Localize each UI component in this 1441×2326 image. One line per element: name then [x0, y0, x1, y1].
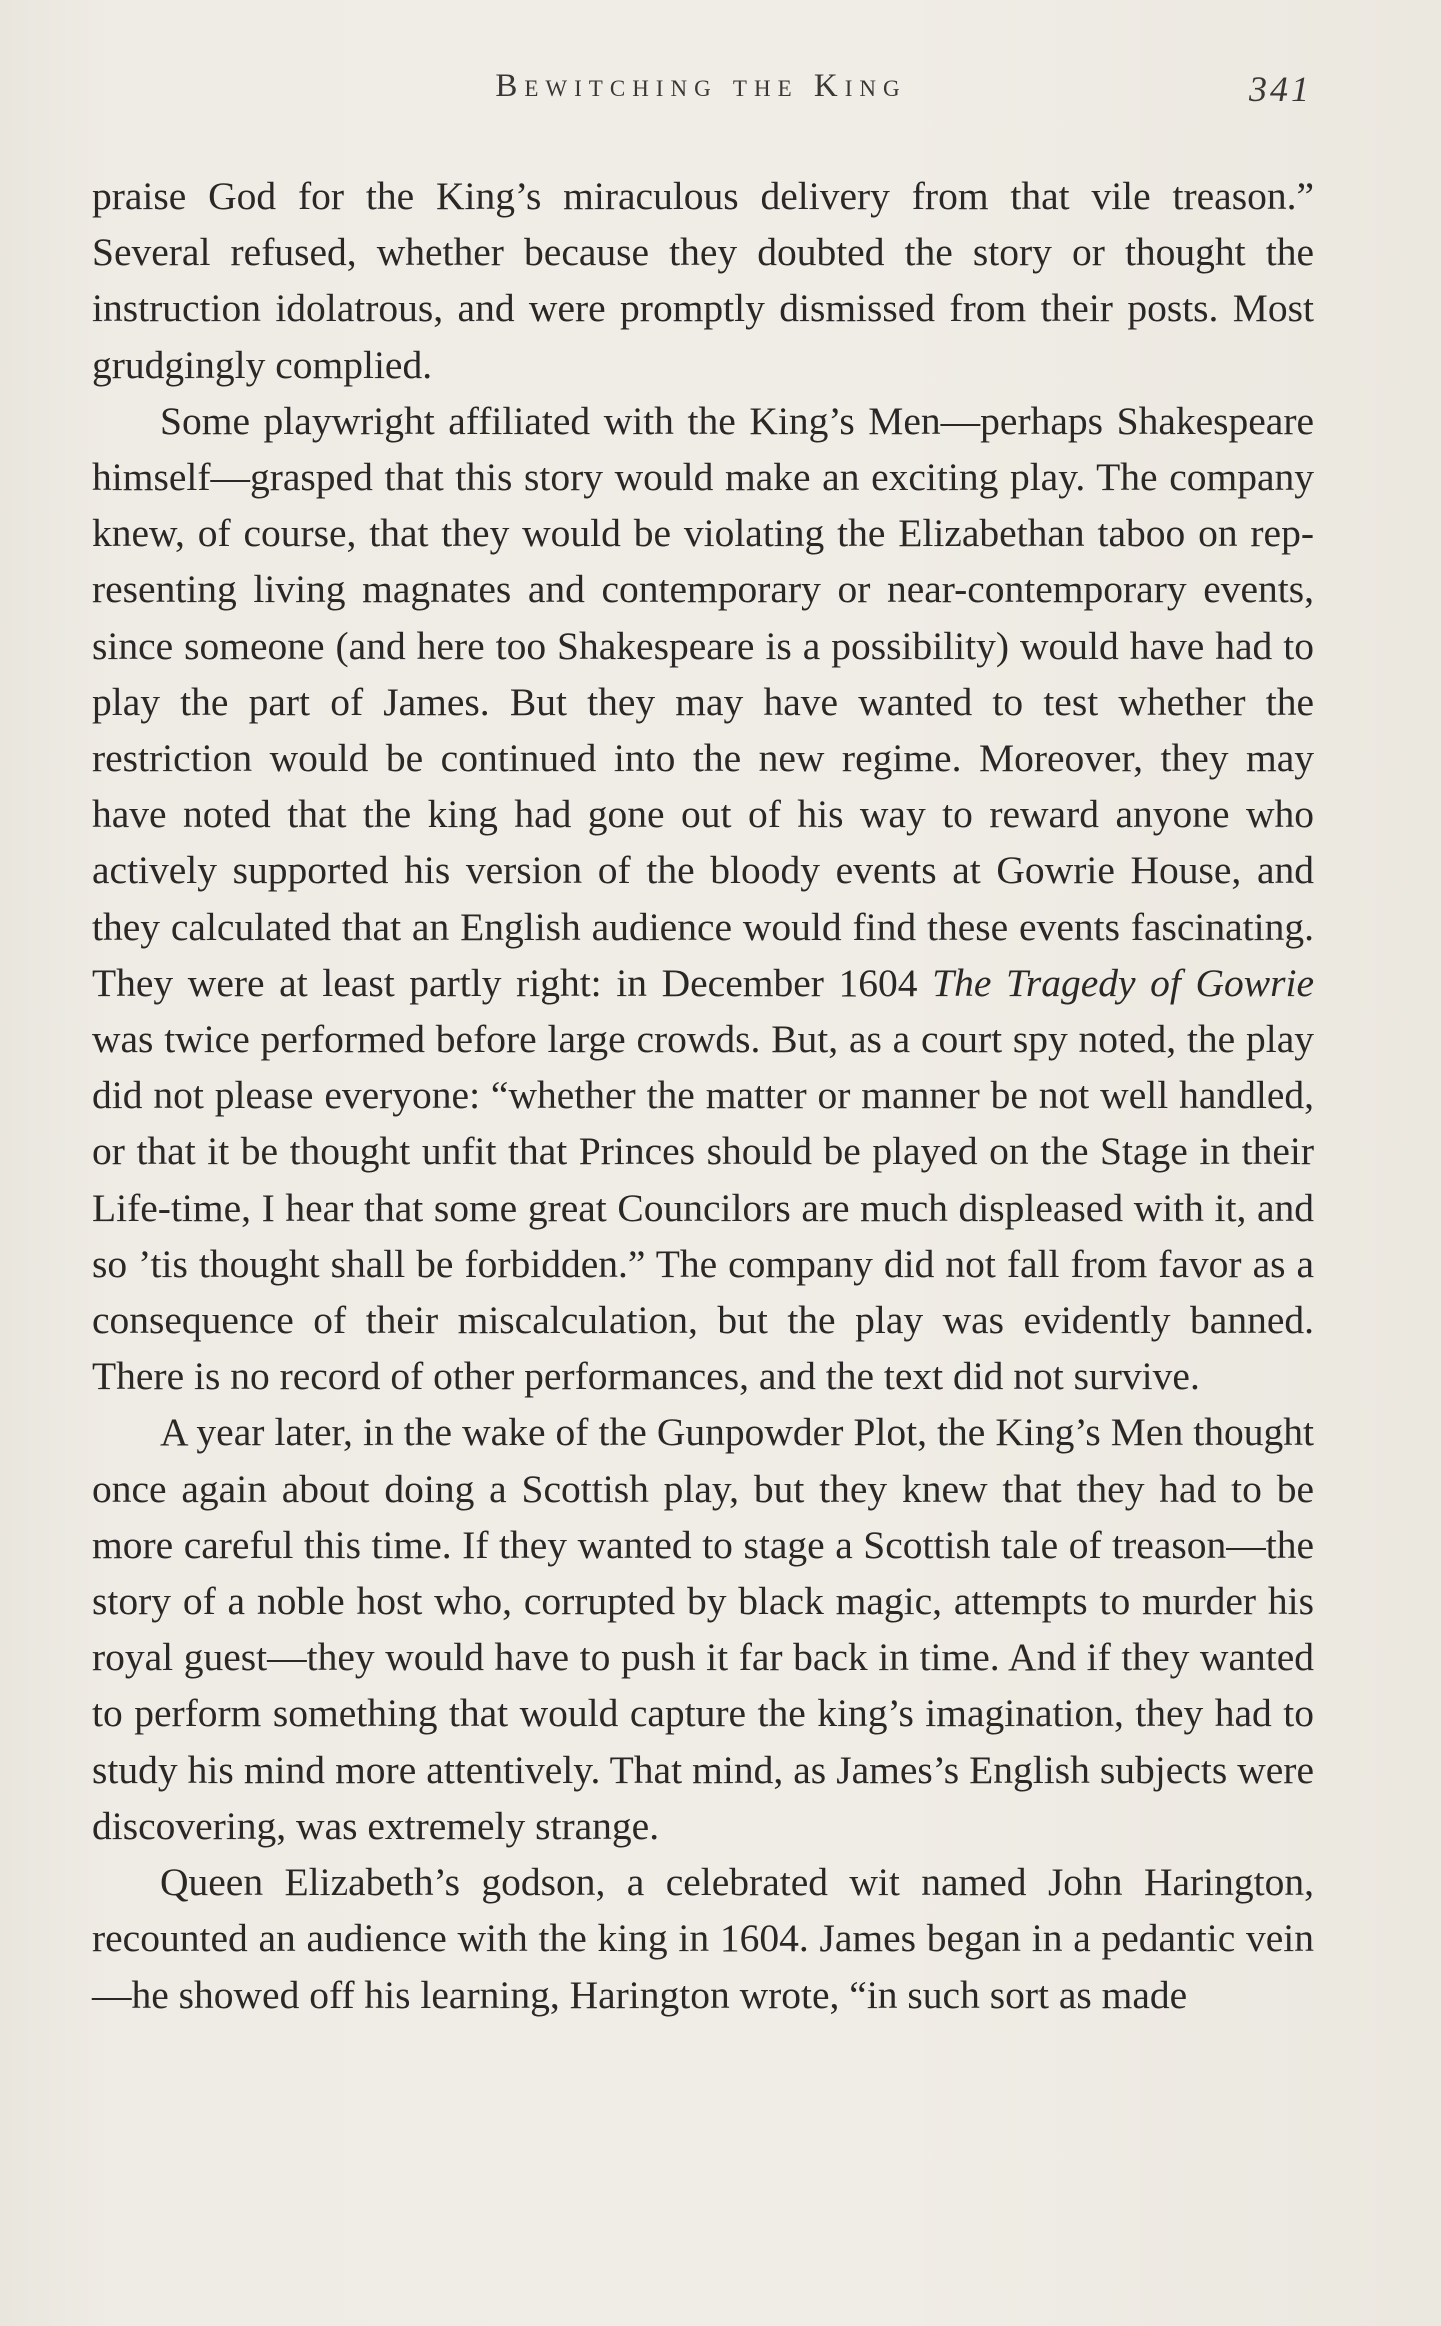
paragraph-text: A year later, in the wake of the Gunpowder Plot, the King’s Men thought once again about doing a Scottish play, but they knew that they had to be more careful this time. If they wanted to stage a Scottish tale of treason—the story of a noble host who, corrupted by black magic, attempts to murder his royal guest—they would have to push it far back in time. And if they wanted to perform something that would capture the king’s imagination, they had to study his mind more attentively. That mind, as James’s English subjects were discovering, was extremely strange. — [92, 1410, 1314, 1848]
play-title: The Tragedy of Gowrie — [932, 960, 1315, 1005]
running-title: Bewitching the King — [495, 68, 907, 104]
paragraph-text: Some playwright affiliated with the King’s Men—perhaps Shakespeare himself—grasped that this story would make an exciting play. The company knew, of course, that they would be violating the Elizabethan taboo on representing living magnates and contemporary or near-contemporary events, since someone (and here too Shakespeare is a possibility) would have had to play the part of James. But they may have wanted to test whether the restriction would be continued into the new regime. Moreover, they may have noted that the king had gone out of his way to reward anyone who actively supported his version of the bloody events at Gowrie House, and they calculated that an English audience would find these events fascinating. They were at least partly right: in December 1604 — [92, 398, 1314, 1005]
body-text — [92, 168, 1314, 2023]
running-head — [90, 68, 1312, 118]
paragraph — [92, 168, 1314, 393]
paragraph-text: praise God for the King’s miraculous delivery from that vile treason.” Several refused, whether because they doubted the story or thought the instruction idolatrous, and were promptly dismissed from their posts. Most grudgingly complied. — [92, 174, 1314, 387]
paragraph-text: Queen Elizabeth’s godson, a celebrated wit named John Harington, recounted an audience with the king in 1604. James began in a pedantic vein—he showed off his learning, Harington wrote, “in such sort as made — [92, 1860, 1314, 2017]
paragraph-text: was twice performed before large crowds. But, as a court spy noted, the play did not please everyone: “whether the matter or manner be not well handled, or that it be thought unfit that Princes should be played on the Stage in their Life-time, I hear that some great Councilors are much displeased with it, and so ’tis thought shall be forbidden.” The company did not fall from favor as a consequence of their miscalculation, but the play was evidently banned. There is no record of other performances, and the text did not survive. — [92, 1017, 1314, 1399]
page-number: 341 — [1249, 69, 1312, 109]
paragraph — [92, 393, 1314, 1405]
paragraph — [92, 1854, 1314, 2023]
paragraph — [92, 1404, 1314, 1854]
